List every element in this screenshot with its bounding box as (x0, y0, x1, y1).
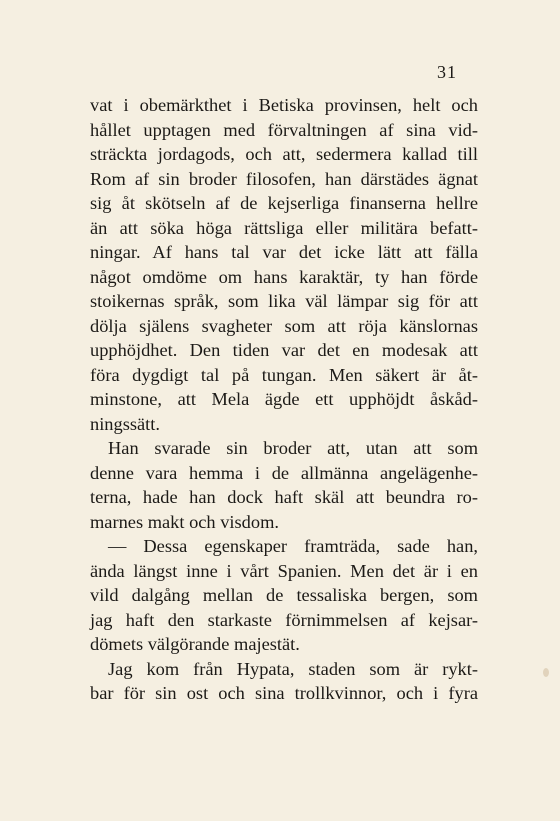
text-line: Jag kom från Hypata, staden som är rykt- (108, 658, 478, 679)
text-line: hållet upptagen med förvaltningen af sina vid- (90, 119, 478, 140)
text-line: föra dygdigt tal på tungan. Men säkert är åt- (90, 364, 478, 385)
text-line: ningssätt. (90, 413, 160, 434)
text-line: sträckta jordagods, och att, sedermera kallad till (90, 144, 478, 164)
text-line: Han svarade sin broder att, utan att som (108, 438, 478, 458)
text-line: jag haft den starkaste förnimmelsen af kejsar- (90, 609, 478, 630)
text-line: marnes makt och visdom. (90, 511, 279, 532)
text-line: ända längst inne i vårt Spanien. Men det är i en (90, 560, 478, 581)
text-line: minstone, att Mela ägde ett upphöjdt åskåd- (90, 389, 478, 409)
text-line: bar för sin ost och sina trollkvinnor, och i fyra (90, 683, 478, 703)
body-text (90, 93, 478, 706)
text-line: terna, hade han dock haft skäl att beundra ro- (90, 487, 478, 507)
text-line: än att söka höga rättsliga eller militära befatt- (90, 217, 478, 238)
text-line: stoikernas språk, som lika väl lämpar sig för att (90, 291, 478, 311)
text-line: något omdöme om hans karaktär, ty han förde (90, 266, 478, 287)
text-line: upphöjdhet. Den tiden var det en modesak att (90, 340, 478, 360)
text-line: Rom af sin broder filosofen, han därstädes ägnat (90, 168, 478, 189)
text-line: dömets välgörande majestät. (90, 634, 300, 654)
text-line: vild dalgång mellan de tessaliska bergen, som (90, 585, 478, 605)
text-line: sig åt skötseln af de kejserliga finanserna hellre (90, 193, 478, 213)
text-line: denne vara hemma i de allmänna angelägenhe- (90, 462, 478, 483)
paper-speck (543, 668, 549, 677)
text-line: ningar. Af hans tal var det icke lätt att fälla (90, 242, 478, 262)
text-line: dölja själens svagheter som att röja känslornas (90, 315, 478, 336)
page-number: 31 (437, 62, 457, 82)
text-line: vat i obemärkthet i Betiska provinsen, helt och (90, 95, 478, 115)
text-line: — Dessa egenskaper framträda, sade han, (108, 536, 478, 556)
